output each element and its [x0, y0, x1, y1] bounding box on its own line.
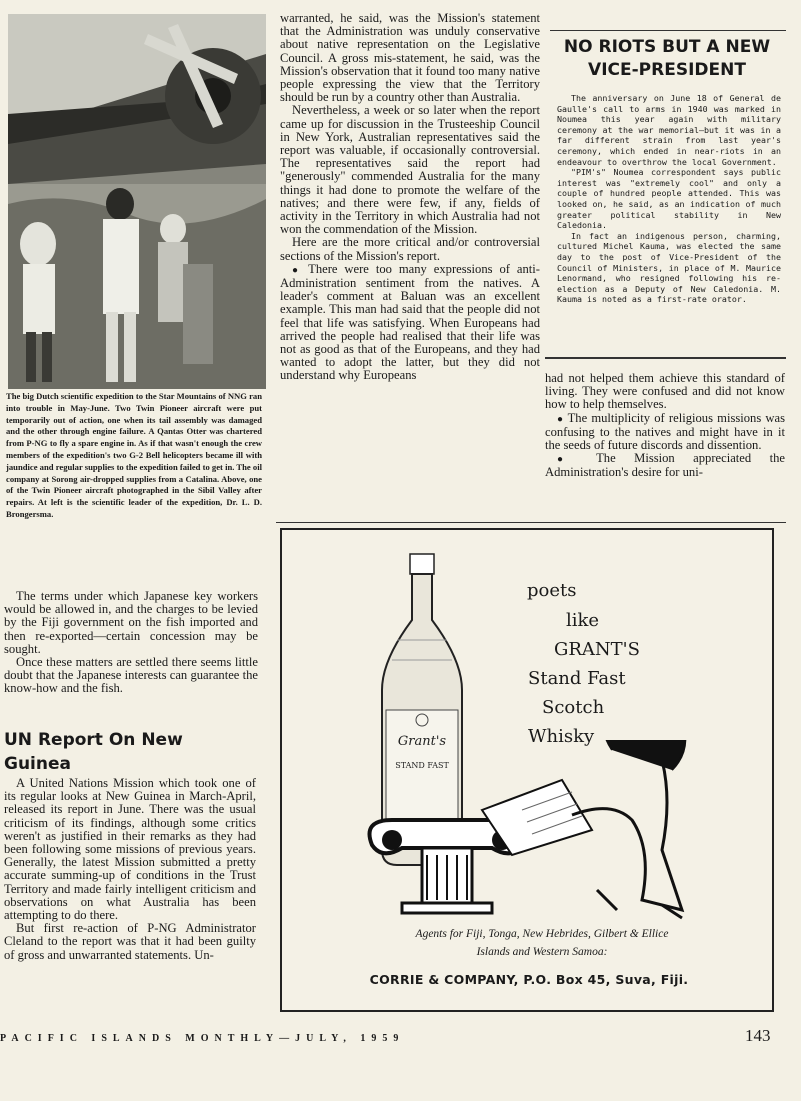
ad-company-text: CORRIE & COMPANY, P.O. Box 45, Suva, Fiji.: [369, 972, 689, 987]
paragraph: Nevertheless, a week or so later when the report came up for discussion in the Trusteeship Council in New York, Australian representatives said the report was valuable, if occasionally controversial. The representatives said the report had "generously" commended Australia for the many things it had done to promote the welfare of the natives; and there were few, if any, fields of activity in the Territory in which Australia had not won the commendation of the Mission.: [280, 103, 540, 237]
agents-line-1: Agents for Fiji, Tonga, New Hebrides, Gilbert & Ellice: [415, 928, 669, 940]
grants-whisky-ad: [280, 528, 774, 1012]
un-report-text: [4, 777, 256, 962]
page-footer-masthead: PACIFIC ISLANDS MONTHLY—JULY, 1959: [0, 1033, 405, 1044]
ad-agents-text: [342, 925, 742, 961]
page-number: 143: [745, 1026, 771, 1045]
ad-line-scotch: Scotch: [542, 697, 605, 718]
paragraph: The anniversary on June 18 of General de Gaulle's call to arms in 1940 was marked in Noumea this year again with military ceremony at the war memorial—but it was in a far different strain from last year's ceremony, which ended in near-riots in an endeavour to overthrow the local Government.: [557, 93, 781, 167]
paragraph: had not helped them achieve this standard of living. They were confused and did not know how to help themselves.: [545, 371, 785, 412]
column-3-text: [545, 372, 785, 480]
column-1-text: [4, 590, 258, 696]
paragraph: warranted, he said, was the Mission's statement that the Administration was unduly conservative about native representation on the Legislative Council. A gross mis-statement, he said, was the Mission's observation that it found too many native people expressing the view that the Territory should be run by a country other than Australia.: [280, 11, 540, 105]
un-report-headline: UN Report On New Guinea: [4, 730, 183, 774]
box-top-rule: [550, 30, 786, 31]
paragraph: Here are the more critical and/or controversial sections of the Mission's report.: [280, 235, 540, 263]
agents-line-2: Islands and Western Samoa:: [476, 946, 608, 958]
label-band-text: STAND FAST: [395, 761, 449, 770]
paragraph: In fact an indigenous person, charming, cultured Michel Kauma, was elected the same day to the post of Vice-President of the Council of Ministers, in place of M. Maurice Lenormand, who resigned following his re-election as a Deputy of New Caledonia. M. Kauma is noted as a first-rate orator.: [557, 230, 781, 305]
paragraph: Once these matters are settled there seems little doubt that the Japanese interests can guarantee the know-how and the fish.: [4, 655, 258, 696]
label-brand-text: Grant's: [397, 734, 447, 749]
paragraph: The terms under which Japanese key workers would be allowed in, and the charges to be levied by the Fiji government on the fish imported and then re-exported—certain concession may be sought.: [4, 589, 258, 656]
bullet-paragraph: ● The multiplicity of religious missions was confusing to the natives and might have in it the seeds of future discords and dissention.: [545, 412, 785, 453]
paragraph: "PIM's" Noumea correspondent says public interest was "extremely cool" and only a couple of hundred people attended. This was looked on, he said, as an indication of much greater political stability in New Caledonia.: [557, 167, 781, 231]
box-bottom-rule: [545, 357, 786, 359]
column-2-text: [280, 12, 540, 383]
box-text: [557, 93, 781, 305]
ad-line-poets: poets: [527, 580, 577, 601]
ad-top-rule: [276, 522, 786, 523]
poet-illustration-icon: [362, 740, 702, 920]
expedition-photo: [8, 14, 266, 389]
photo-caption: The big Dutch scientific expedition to the Star Mountains of NNG ran into trouble in May-June. Two Twin Pioneer aircraft were put temporarily out of action, one when its tail assembly was damaged and the other through engine failure. A Qantas Otter was chartered from P-NG to fly a spare engine in. As if that wasn't enough the crew members of the expedition's two G-2 Bell helicopters became ill with jaundice and regular supplies to the expedition failed to get in. The oil company at Sorong air-dropped supplies from a Catalina. Above, one of the Twin Pioneer aircraft photographed in the Sibil Valley after repairs. At left is the scientific leader of the expedition, Dr. L. D. Brongersma.: [6, 391, 262, 519]
ad-line-stand-fast: Stand Fast: [528, 668, 626, 689]
box-headline: NO RIOTS BUT A NEW VICE-PRESIDENT: [563, 37, 771, 80]
ad-line-grants: GRANT'S: [554, 639, 640, 660]
bullet-paragraph: ● The Mission appreciated the Administration's desire for uni-: [545, 452, 785, 479]
paragraph: A United Nations Mission which took one of its regular looks at New Guinea in March-April, released its report in June. There was the usual criticism of its findings, although some critics weren't as justified in their remarks as they had been following some missions of previous years. Generally, the latest Mission submitted a pretty accurate summing-up of conditions in the Trust Territory and made fairly intelligent criticism and observations on what Australia has been attempting to do there.: [4, 776, 256, 923]
bullet-paragraph: ● There were too many expressions of anti-Administration sentiment from the natives. A leader's comment at Baluan was an excellent example. This man had said that the people did not feel that life was satisfying. When Europeans had arrived the people had realised that their life was not as good as that of the Europeans, and they had wanted to adopt the latter, but they did not understand why Europeans: [280, 263, 540, 383]
paragraph: But first re-action of P-NG Administrator Cleland to the report was that it had been guilty of gross and unwarranted statements. Un-: [4, 921, 256, 962]
ad-line-whisky: Whisky: [528, 726, 595, 747]
ad-line-like: like: [566, 610, 600, 631]
